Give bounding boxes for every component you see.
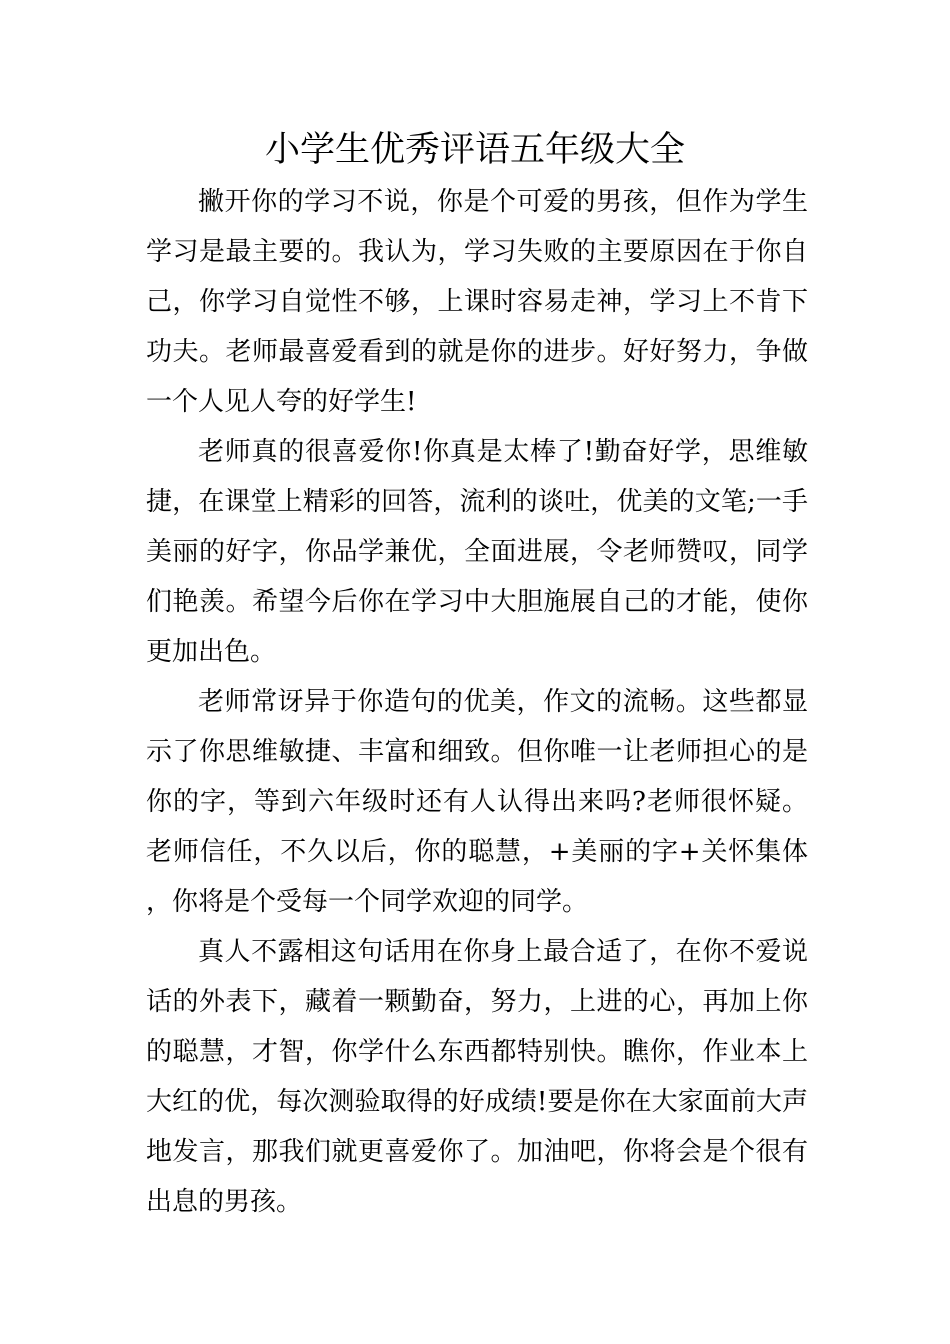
paragraph-4: 真人不露相这句话用在你身上最合适了，在你不爱说话的外表下，藏着一颗勤奋，努力，上进的心，再加上你的聪慧，才智，你学什么东西都特别快。瞧你，作业本上大红的优，每次测验取得的好成绩!要是你在大家面前大声地发言，那我们就更喜爱你了。加油吧，你将会是个很有出息的男孩。 [146,937,808,1217]
paragraph-3: 老师常讶异于你造句的优美，作文的流畅。这些都显示了你思维敏捷、丰富和细致。但你唯一让老师担心的是你的字，等到六年级时还有人认得出来吗?老师很怀疑。老师信任，不久以后，你的聪慧，+美丽的字+关怀集体，你将是个受每一个同学欢迎的同学。 [146,687,808,917]
paragraph-2: 老师真的很喜爱你!你真是太棒了!勤奋好学，思维敏捷，在课堂上精彩的回答，流利的谈吐，优美的文笔;一手美丽的好字，你品学兼优，全面进展，令老师赞叹，同学们艳羡。希望今后你在学习中大胆施展自己的才能，使你更加出色。 [146,437,808,667]
paragraph-1: 撇开你的学习不说，你是个可爱的男孩，但作为学生学习是最主要的。我认为，学习失败的主要原因在于你自己，你学习自觉性不够，上课时容易走神，学习上不肯下功夫。老师最喜爱看到的就是你的进步。好好努力，争做一个人见人夸的好学生! [146,187,808,417]
document-body [146,177,808,1227]
document-title: 小学生优秀评语五年级大全 [264,130,685,170]
